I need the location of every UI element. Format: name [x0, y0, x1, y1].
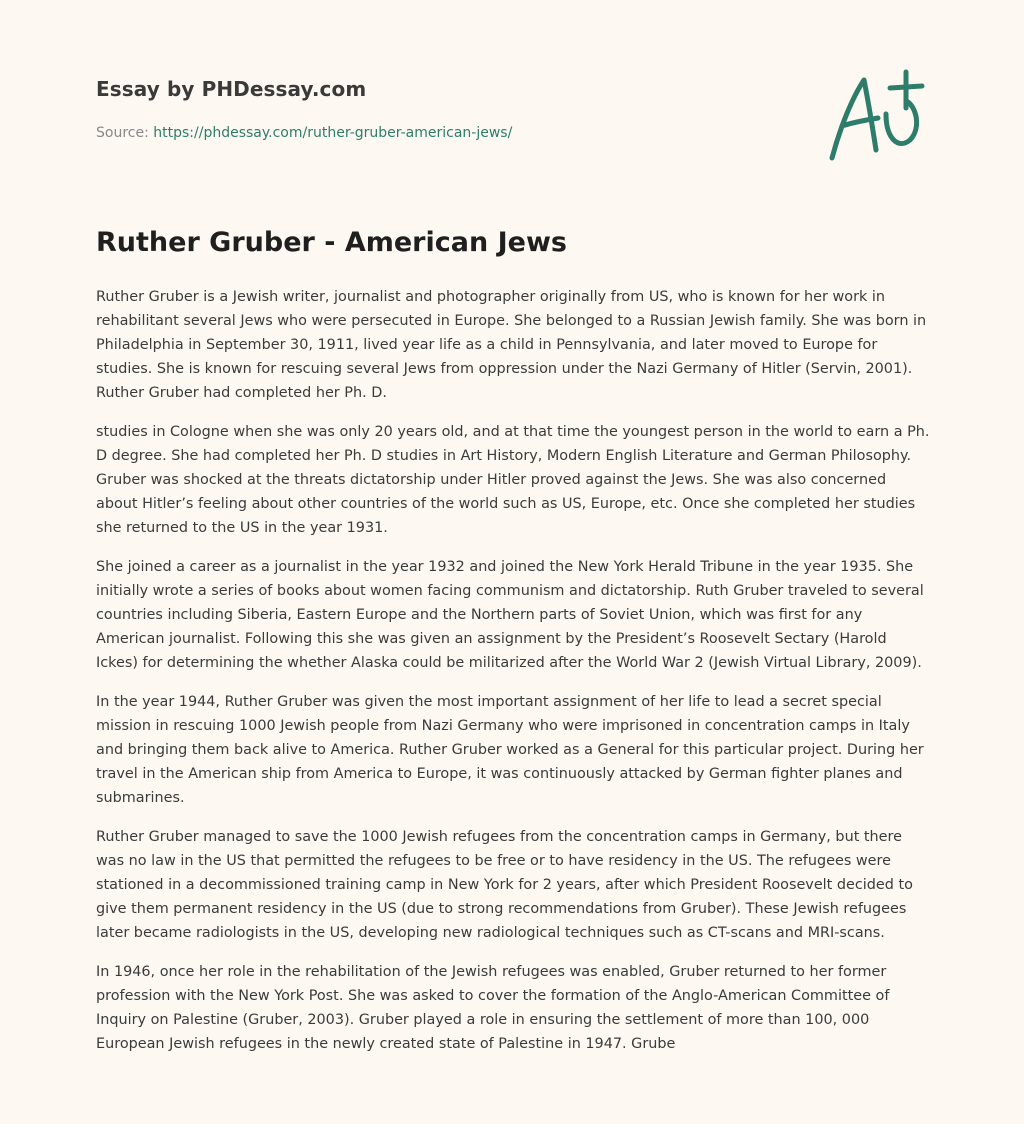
essay-body [96, 285, 930, 1071]
essay-paragraph: studies in Cologne when she was only 20 years old, and at that time the youngest person in the world to earn a Ph. D degree. She had completed her Ph. D studies in Art History, Modern English Literature and German Philosophy. Gruber was shocked at the threats dictatorship under Hitler proved against the Jews. She was also concerned about Hitler’s feeling about other countries of the world such as US, Europe, etc. Once she completed her studies she returned to the US in the year 1931. [96, 424, 930, 536]
site-brand: Essay by PHDessay.com [96, 77, 367, 101]
essay-paragraph: She joined a career as a journalist in the year 1932 and joined the New York Herald Tribune in the year 1935. She initially wrote a series of books about women facing communism and dictatorship. Ruth Gruber traveled to several countries including Siberia, Eastern Europe and the Northern parts of Soviet Union, which was first for any American journalist. Following this she was given an assignment by the President’s Roosevelt Sectary (Harold Ickes) for determining the whether Alaska could be militarized after the World War 2 (Jewish Virtual Library, 2009). [96, 559, 924, 671]
source-label: Source: [96, 125, 149, 141]
a-plus-logo-icon [820, 68, 930, 164]
source-line [96, 125, 512, 141]
essay-paragraph: Ruther Gruber managed to save the 1000 Jewish refugees from the concentration camps in Germany, but there was no law in the US that permitted the refugees to be free or to have residency in the US. The refugees were stationed in a decommissioned training camp in New York for 2 years, after which President Roosevelt decided to give them permanent residency in the US (due to strong recommendations from Gruber). These Jewish refugees later became radiologists in the US, developing new radiological techniques such as CT-scans and MRI-scans. [96, 829, 913, 941]
essay-paragraph: In the year 1944, Ruther Gruber was given the most important assignment of her life to lead a secret special mission in rescuing 1000 Jewish people from Nazi Germany who were imprisoned in concentration camps in Italy and bringing them back alive to America. Ruther Gruber worked as a General for this particular project. During her travel in the American ship from America to Europe, it was continuously attacked by German fighter planes and submarines. [96, 694, 924, 806]
essay-title: Ruther Gruber - American Jews [96, 227, 567, 258]
source-link[interactable]: https://phdessay.com/ruther-gruber-american-jews/ [153, 125, 513, 141]
essay-paragraph: In 1946, once her role in the rehabilitation of the Jewish refugees was enabled, Gruber returned to her former profession with the New York Post. She was asked to cover the formation of the Anglo-American Committee of Inquiry on Palestine (Gruber, 2003). Gruber played a role in ensuring the settlement of more than 100, 000 European Jewish refugees in the newly created state of Palestine in 1947. Grube [96, 964, 890, 1052]
essay-paragraph: Ruther Gruber is a Jewish writer, journalist and photographer originally from US, who is known for her work in rehabilitant several Jews who were persecuted in Europe. She belonged to a Russian Jewish family. She was born in Philadelphia in September 30, 1911, lived year life as a child in Pennsylvania, and later moved to Europe for studies. She is known for rescuing several Jews from oppression under the Nazi Germany of Hitler (Servin, 2001). Ruther Gruber had completed her Ph. D. [96, 289, 927, 401]
